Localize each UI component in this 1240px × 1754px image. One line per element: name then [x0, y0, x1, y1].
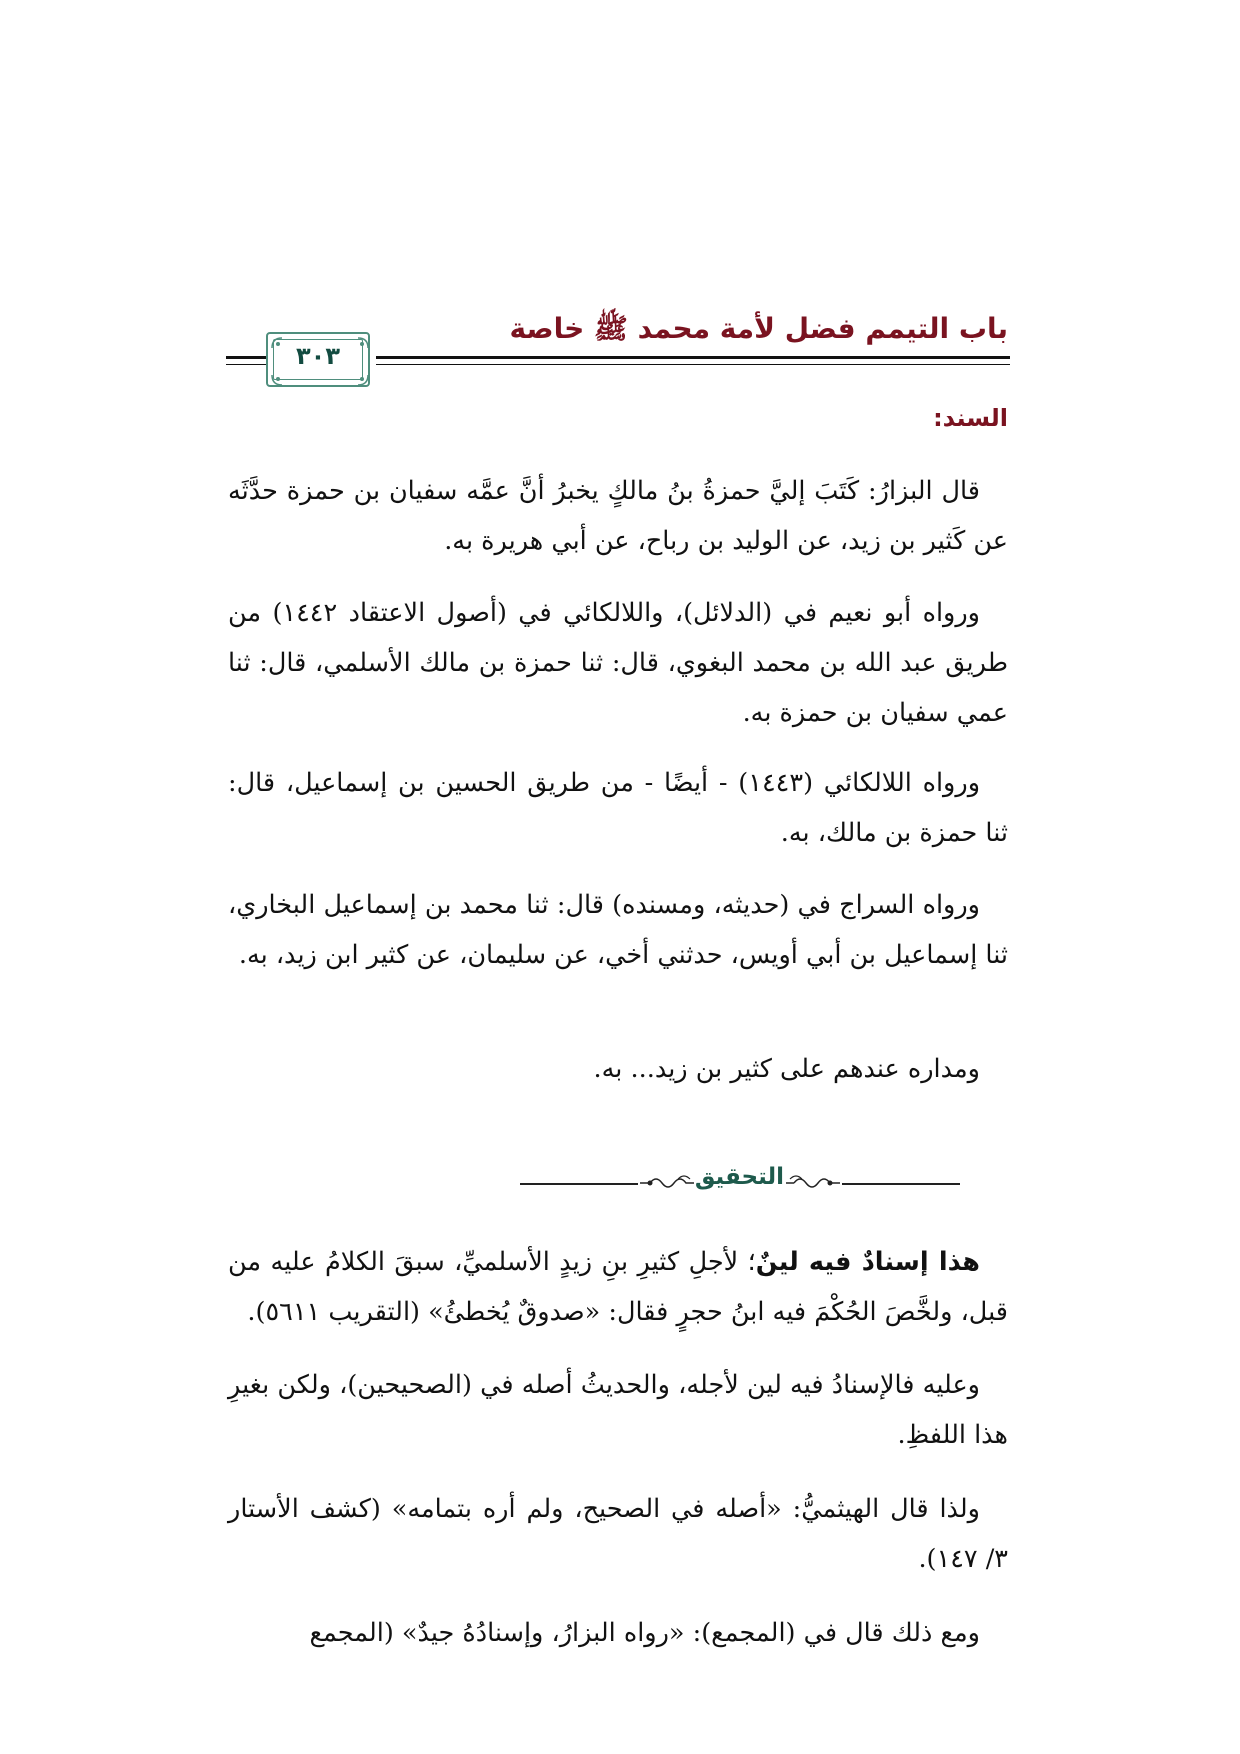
paragraph-9: ومع ذلك قال في (المجمع): «رواه البزارُ، وإسنادُهُ جيدٌ» (المجمع — [309, 1618, 980, 1648]
header-rule — [376, 356, 1010, 365]
sanad-heading: السند: — [933, 404, 1008, 432]
paragraph-6 — [228, 1237, 1008, 1337]
paragraph-2: ورواه أبو نعيم في (الدلائل)، واللالكائي في (أصول الاعتقاد ١٤٤٢) من طريق عبد الله بن محمد البغوي، قال: ثنا حمزة بن مالك الأسلمي، قال: ثنا عمي سفيان بن حمزة به. — [228, 598, 1008, 728]
ornament-icon — [638, 1171, 696, 1195]
paragraph-4: ورواه السراج في (حديثه، ومسنده) قال: ثنا محمد بن إسماعيل البخاري، ثنا إسماعيل بن أبي أويس، حدثني أخي، عن سليمان، عن كثير ابن زيد، به. — [228, 890, 1008, 970]
chapter-title: باب التيمم فضل لأمة محمد ﷺ خاصة — [509, 312, 1008, 345]
page-number: ٣٠٣ — [296, 342, 340, 370]
ornament-icon — [784, 1171, 842, 1195]
page-number-frame — [266, 332, 370, 387]
paragraph-6-rest: ؛ لأجلِ كثيرِ بنِ زيدٍ الأسلميِّ، سبقَ الكلامُ عليه من قبل، ولخَّصَ الحُكْمَ فيه ابنُ حجرٍ فقال: «صدوقٌ يُخطئُ» (التقريب ٥٦١١). — [228, 1247, 1008, 1327]
paragraph-7: وعليه فالإسنادُ فيه لين لأجله، والحديثُ أصله في (الصحيحين)، ولكن بغيرِ هذا اللفظِ. — [228, 1370, 1008, 1450]
header-rule-left — [226, 356, 266, 365]
tahqiq-heading: التحقيق — [694, 1164, 784, 1190]
tahqiq-divider — [520, 1158, 960, 1208]
divider-line — [520, 1183, 638, 1185]
page-header — [0, 0, 1240, 400]
divider-line — [842, 1183, 960, 1185]
paragraph-3: ورواه اللالكائي (١٤٤٣) - أيضًا - من طريق الحسين بن إسماعيل، قال: ثنا حمزة بن مالك، به. — [228, 768, 1008, 848]
paragraph-5: ومداره عندهم على كثير بن زيد... به. — [593, 1054, 980, 1084]
paragraph-8: ولذا قال الهيثميُّ: «أصله في الصحيح، ولم أره بتمامه» (كشف الأستار ٣/ ١٤٧). — [228, 1494, 1008, 1574]
bold-lead-text: هذا إسنادٌ فيه لينٌ — [755, 1247, 980, 1277]
paragraph-1: قال البزارُ: كَتَبَ إليَّ حمزةُ بنُ مالكٍ يخبرُ أنَّ عمَّه سفيان بن حمزة حدَّثَه عن كَثير بن زيد، عن الوليد بن رباح، عن أبي هريرة به. — [228, 476, 1008, 556]
